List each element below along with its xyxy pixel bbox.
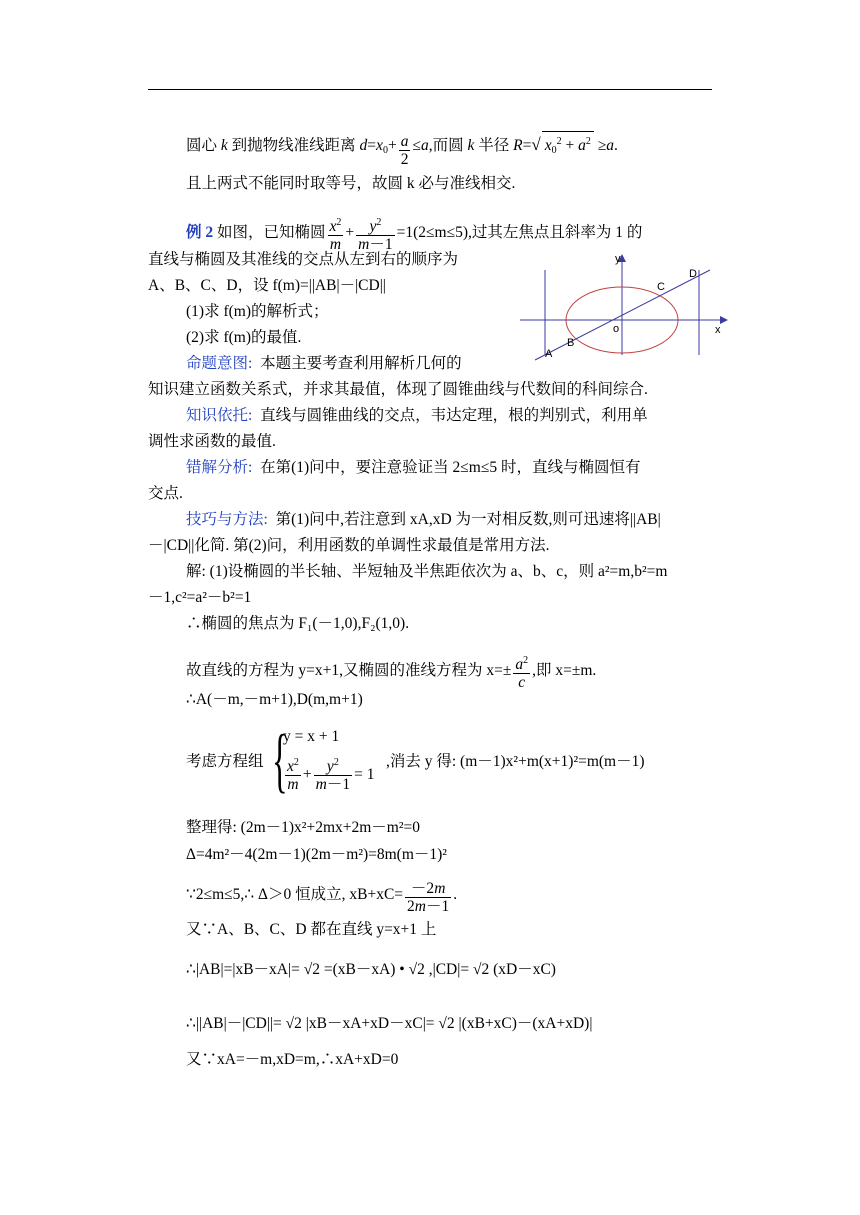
system-result: ,消去 y 得: (m－1)x²+m(x+1)²=m(m－1) (386, 753, 645, 770)
text-line-2: 且上两式不能同时取等号，故圆 k 必与准线相交. (186, 175, 516, 192)
discriminant-line: Δ=4m²－4(2m－1)(2m－m²)=8m(m－1)² (186, 846, 447, 863)
knowledge-line: 知识依托: 直线与圆锥曲线的交点，韦达定理，根的判别式，利用单 (186, 407, 648, 424)
error-analysis-label: 错解分析: (186, 459, 253, 476)
foci-line: ∴椭圆的焦点为 F₁(－1,0),F₂(1,0). (186, 615, 410, 632)
points-line: ∴A(－m,－m+1),D(m,m+1) (186, 691, 363, 708)
sum-line: 又∵xA=－m,xD=m,∴xA+xD=0 (186, 1051, 399, 1068)
x-axis-arrow (720, 316, 728, 324)
system-eq-1: y = x + 1 (283, 728, 340, 745)
system-label: 考虑方程组 (186, 753, 264, 770)
system-eq-2: $\frac{x^2}{m}$ + $\frac{y^2}{m-1}$ = 1 (283, 754, 374, 793)
technique-line: 技巧与方法: 第(1)问中,若注意到 xA,xD 为一对相反数,则可迅速将||AB| (186, 511, 661, 528)
label-y: y (615, 253, 621, 265)
directrix-line: 故直线的方程为 y=x+1,又椭圆的准线方程为 x=± $\frac{a^2}{c}$ ,即 x=±m. (186, 652, 596, 691)
knowledge-label: 知识依托: (186, 407, 253, 424)
text-line-8: 知识建立函数关系式，并求其最值，体现了圆锥曲线与代数间的科间综合. (148, 381, 648, 398)
header-rule (148, 89, 712, 90)
text-line-11: －|CD||化简. 第(2)问，利用函数的单调性求最值是常用方法. (148, 537, 550, 554)
example-2-line: 例 2 如图，已知椭圆 $\frac{x^2}{m}$ + $\frac{y^2}{m-1}$ =1(2≤m≤5),过其左焦点且斜率为 1 的 (186, 214, 642, 253)
label-b: B (567, 337, 575, 349)
label-c: C (657, 281, 665, 293)
error-analysis-line: 错解分析: 在第(1)问中，要注意验证当 2≤m≤5 时，直线与椭圆恒有 (186, 459, 641, 476)
label-a: A (545, 348, 553, 360)
simplified-line: 整理得: (2m－1)x²+2mx+2m－m²=0 (186, 819, 420, 836)
question-1: (1)求 f(m)的解析式； (186, 303, 329, 320)
technique-label: 技巧与方法: (186, 511, 268, 528)
text-line-9: 调性求函数的最值. (148, 433, 276, 450)
solution-line-2: －1,c²=a²－b²=1 (148, 589, 252, 606)
intent-line: 命题意图: 本题主要考查利用解析几何的 (186, 355, 462, 372)
ellipse-figure (515, 250, 730, 362)
ab-cd-line: ∴|AB|=|xB－xA|= √2 =(xB－xA) • √2 ,|CD|= √2 (xD－xC) (186, 961, 556, 978)
text-line-4: 直线与椭圆及其准线的交点从左到右的顺序为 (148, 251, 459, 268)
label-d: D (689, 268, 697, 280)
example-2-label: 例 2 (186, 224, 214, 241)
text-line-5: A、B、C、D，设 f(m)=||AB|－|CD|| (148, 277, 386, 294)
label-x: x (715, 324, 721, 336)
diff-line: ∴||AB|－|CD||= √2 |xB－xA+xD－xC|= √2 |(xB+xC)－(xA+xD)| (186, 1015, 593, 1032)
text-line-1: 圆心 k 到抛物线准线距离 $d=x_0+$ $\frac{a}{2}$ ≤a,而圆 k 半径 R=√ $x_0^2 + a^2 \ge a$. (186, 133, 618, 168)
text-line-10: 交点. (148, 485, 183, 502)
system-brace: { (272, 720, 288, 800)
solution-line-1: 解: (1)设椭圆的半长轴、半短轴及半焦距依次为 a、b、c，则 a²=m,b²=m (186, 563, 668, 580)
vieta-line: ∵2≤m≤5,∴ Δ＞0 恒成立, xB+xC= $\frac{-2m}{2m-1}$ . (186, 880, 458, 915)
label-o: o (613, 323, 620, 335)
intent-label: 命题意图: (186, 355, 253, 372)
collinear-line: 又∵A、B、C、D 都在直线 y=x+1 上 (186, 921, 437, 938)
question-2: (2)求 f(m)的最值. (186, 329, 302, 346)
